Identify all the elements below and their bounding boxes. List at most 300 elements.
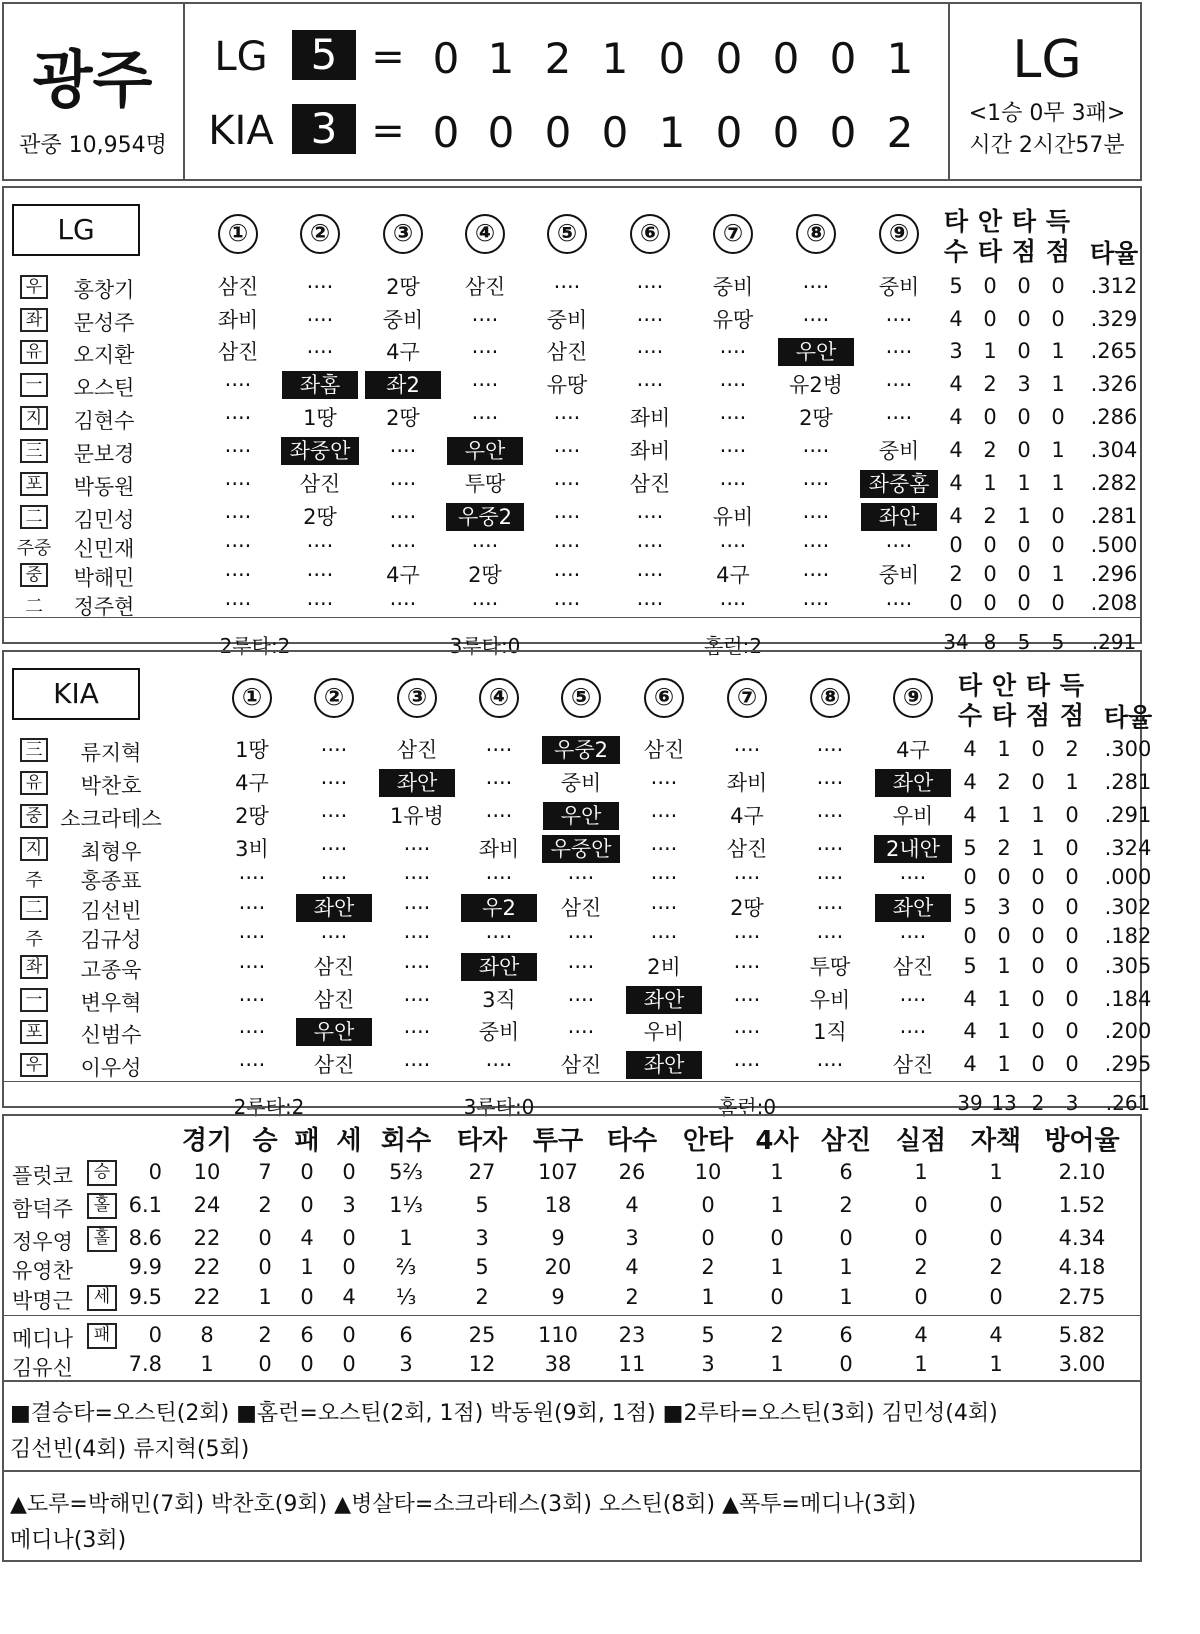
player-stat: 0 [1051, 591, 1065, 615]
pitcher-stat: 2 [258, 1323, 272, 1347]
player-stat: 1 [1051, 438, 1065, 462]
position-badge: 중 [20, 563, 48, 587]
hit-result-highlight: 좌안 [875, 769, 951, 797]
player-stat: 0 [1065, 987, 1079, 1011]
at-bat-result: 우비 [892, 804, 934, 828]
at-bat-result: 중비 [478, 1020, 520, 1044]
at-bat-result: ···· [306, 563, 334, 587]
at-bat-result: ···· [553, 534, 581, 558]
pitcher-stat: 0 [342, 1352, 356, 1376]
team-total: 13 [991, 1091, 1017, 1115]
team-total: 39 [957, 1091, 983, 1115]
at-bat-result: 중비 [546, 308, 588, 332]
pitcher-stat: 22 [193, 1285, 221, 1309]
at-bat-result: ···· [471, 534, 499, 558]
at-bat-result: ···· [802, 592, 830, 616]
at-bat-result: ···· [636, 340, 664, 364]
pitcher-stat: 38 [544, 1352, 572, 1376]
hit-result-highlight: 우중안 [542, 835, 620, 863]
player-stat: 0 [997, 865, 1011, 889]
stat-header: 타 [977, 237, 1003, 266]
pitcher-stat: 3 [475, 1226, 489, 1250]
at-bat-result: ···· [485, 804, 513, 828]
pitcher-team-ratio: 9.5 [128, 1285, 162, 1309]
team-batting-avg: .291 [1091, 630, 1137, 654]
at-bat-result: 좌비 [629, 406, 671, 430]
pitcher-stat: 2 [839, 1193, 853, 1217]
at-bat-result: ···· [733, 738, 761, 762]
at-bat-result: 삼진 [299, 472, 341, 496]
summary-homers: 홈런:0 [717, 1095, 777, 1119]
at-bat-result: 4구 [896, 738, 930, 762]
pitcher-stat: 0 [914, 1285, 928, 1309]
position-badge: 포 [20, 472, 48, 496]
pitcher-stat: 3 [625, 1226, 639, 1250]
player-stat: 0 [1017, 438, 1031, 462]
player-stat: 2 [949, 562, 963, 586]
at-bat-result: ···· [816, 771, 844, 795]
pitcher-stat: 3 [701, 1352, 715, 1376]
at-bat-result: ···· [899, 925, 927, 949]
pitcher-stat: 18 [544, 1193, 572, 1217]
at-bat-result: ···· [320, 738, 348, 762]
pitcher-stat: 22 [193, 1255, 221, 1279]
pitcher-stat: 0 [258, 1255, 272, 1279]
pitcher-stat: 0 [914, 1226, 928, 1250]
position-badge: 一 [20, 373, 48, 397]
at-bat-result: ···· [403, 866, 431, 890]
player-stat: 0 [1017, 405, 1031, 429]
at-bat-result: ···· [733, 988, 761, 1012]
player-name: 김현수 [73, 409, 135, 433]
at-bat-result: ···· [224, 534, 252, 558]
player-stat: 2 [997, 770, 1011, 794]
pitcher-stat: 0 [914, 1193, 928, 1217]
game-notes-line-2: 김선빈(4회) 류지혁(5회) [10, 1437, 250, 1462]
pitcher-stat: 3.00 [1058, 1352, 1106, 1376]
pitching-header: 4사 [755, 1126, 799, 1156]
pitcher-stat: 5⅔ [389, 1160, 423, 1184]
position-label: 주 [25, 929, 43, 950]
player-stat: 4 [949, 372, 963, 396]
pitcher-stat: 4.18 [1058, 1255, 1106, 1279]
player-stat: 1 [997, 803, 1011, 827]
pitcher-stat: 6 [300, 1323, 314, 1347]
at-bat-result: 4구 [386, 340, 420, 364]
player-name: 오스틴 [73, 376, 135, 400]
at-bat-result: ···· [816, 896, 844, 920]
linescore-inning-runs: 0 [544, 108, 572, 157]
hit-result-highlight: 우안 [447, 437, 523, 465]
player-stat: 0 [1065, 895, 1079, 919]
at-bat-result: ···· [816, 738, 844, 762]
position-badge: 三 [20, 738, 48, 762]
player-stat: 1 [1051, 562, 1065, 586]
player-stat: 0 [1031, 770, 1045, 794]
at-bat-result: ···· [553, 406, 581, 430]
team-batting-avg: .261 [1105, 1091, 1151, 1115]
pitcher-stat: 2 [701, 1255, 715, 1279]
pitcher-stat: 0 [300, 1160, 314, 1184]
player-stat: 3 [997, 895, 1011, 919]
at-bat-result: ···· [238, 896, 266, 920]
pitcher-stat: 4 [342, 1285, 356, 1309]
at-bat-result: ···· [306, 308, 334, 332]
position-badge: 좌 [20, 955, 48, 979]
at-bat-result: ···· [403, 955, 431, 979]
position-badge: 二 [20, 896, 48, 920]
player-name: 이우성 [80, 1056, 142, 1080]
at-bat-result: ···· [567, 955, 595, 979]
pitcher-stat: 26 [618, 1160, 646, 1184]
hit-result-highlight: 좌안 [626, 986, 702, 1014]
hit-result-highlight: 우안 [543, 802, 619, 830]
at-bat-result: ···· [650, 866, 678, 890]
player-stat: 2 [983, 438, 997, 462]
player-name: 김민성 [73, 508, 135, 532]
pitcher-stat: 4.34 [1058, 1226, 1106, 1250]
player-name: 박동원 [73, 475, 135, 499]
at-bat-result: ···· [650, 804, 678, 828]
player-stat: 4 [963, 1052, 977, 1076]
inning-number-badge: ⑤ [547, 214, 587, 254]
pitcher-stat: ⅔ [395, 1255, 417, 1279]
at-bat-result: ···· [567, 925, 595, 949]
linescore-inning-runs: 0 [772, 108, 800, 157]
player-stat: 1 [983, 339, 997, 363]
at-bat-result: ···· [733, 1053, 761, 1077]
pitcher-stat: 0 [342, 1160, 356, 1184]
at-bat-result: 4구 [716, 563, 750, 587]
pitcher-stat: 1.52 [1058, 1193, 1106, 1217]
at-bat-result: 1유병 [390, 804, 444, 828]
hit-result-highlight: 좌안 [461, 953, 537, 981]
pitcher-stat: 2.75 [1058, 1285, 1106, 1309]
at-bat-result: 삼진 [560, 1053, 602, 1077]
player-batting-avg: .281 [1090, 504, 1138, 528]
pitching-team-divider [2, 1315, 1142, 1316]
at-bat-result: ···· [224, 472, 252, 496]
inning-number-badge: ① [232, 678, 272, 718]
stat-header-avg: 타율 [1089, 239, 1139, 268]
at-bat-result: ···· [553, 439, 581, 463]
attendance: 관중 10,954명 [19, 133, 167, 158]
player-name: 홍종표 [80, 869, 142, 893]
player-stat: 0 [1031, 895, 1045, 919]
hit-result-highlight: 좌중안 [281, 437, 359, 465]
pitcher-team-ratio: 0 [148, 1160, 162, 1184]
player-name: 박찬호 [80, 774, 142, 798]
position-badge: 三 [20, 439, 48, 463]
at-bat-result: ···· [650, 896, 678, 920]
pitcher-stat: 6 [839, 1160, 853, 1184]
player-name: 김규성 [80, 928, 142, 952]
at-bat-result: ···· [471, 340, 499, 364]
player-batting-avg: .182 [1104, 924, 1152, 948]
at-bat-result: ···· [802, 439, 830, 463]
pitching-header: 방어율 [1044, 1126, 1120, 1156]
at-bat-result: ···· [389, 472, 417, 496]
player-stat: 4 [963, 737, 977, 761]
player-stat: 1 [1051, 471, 1065, 495]
pitcher-stat: 2 [989, 1255, 1003, 1279]
player-stat: 4 [949, 504, 963, 528]
at-bat-result: ···· [650, 837, 678, 861]
at-bat-result: 좌비 [217, 308, 259, 332]
stat-header: 수 [957, 701, 983, 730]
linescore-inning-runs: 1 [601, 34, 629, 83]
hit-result-highlight: 좌안 [296, 894, 372, 922]
at-bat-result: ···· [719, 592, 747, 616]
pitcher-stat: 4 [914, 1323, 928, 1347]
at-bat-result: 유비 [712, 505, 754, 529]
at-bat-result: ···· [238, 1053, 266, 1077]
game-notes-line-3: ▲도루=박해민(7회) 박찬호(9회) ▲병살타=소크라테스(3회) 오스틴(8회) ▲폭투=메디나(3회) [10, 1492, 917, 1517]
at-bat-result: 우비 [643, 1020, 685, 1044]
stat-header: 타 [957, 671, 983, 700]
at-bat-result: ···· [636, 275, 664, 299]
player-stat: 1 [997, 954, 1011, 978]
player-name: 변우혁 [80, 991, 142, 1015]
player-stat: 4 [949, 471, 963, 495]
player-batting-avg: .305 [1104, 954, 1152, 978]
pitcher-stat: 22 [193, 1226, 221, 1250]
player-stat: 0 [1031, 737, 1045, 761]
linescore-inning-runs: 0 [715, 108, 743, 157]
at-bat-result: 중비 [878, 563, 920, 587]
stat-header: 득 [1045, 207, 1071, 236]
linescore-inning-runs: 0 [432, 34, 460, 83]
pitcher-stat: 1 [770, 1255, 784, 1279]
pitcher-stat: 5 [475, 1193, 489, 1217]
pitcher-stat: 4 [300, 1226, 314, 1250]
player-stat: 0 [983, 274, 997, 298]
at-bat-result: 4구 [386, 563, 420, 587]
stat-header: 타 [943, 207, 969, 236]
pitcher-stat: 0 [258, 1226, 272, 1250]
player-stat: 0 [983, 307, 997, 331]
at-bat-result: ···· [802, 308, 830, 332]
player-stat: 2 [983, 372, 997, 396]
position-badge: 우 [20, 275, 48, 299]
linescore-equals: = [371, 34, 405, 80]
player-stat: 4 [963, 1019, 977, 1043]
player-batting-avg: .200 [1104, 1019, 1152, 1043]
pitcher-name: 정우영 [12, 1230, 73, 1254]
player-stat: 0 [1031, 1019, 1045, 1043]
player-stat: 1 [1051, 372, 1065, 396]
pitcher-stat: 6 [399, 1323, 413, 1347]
player-batting-avg: .324 [1104, 836, 1152, 860]
at-bat-result: 중비 [878, 439, 920, 463]
inning-number-badge: ① [218, 214, 258, 254]
pitcher-stat: 1 [989, 1352, 1003, 1376]
at-bat-result: ···· [403, 837, 431, 861]
at-bat-result: 1땅 [235, 738, 269, 762]
player-stat: 4 [963, 987, 977, 1011]
at-bat-result: ···· [389, 592, 417, 616]
at-bat-result: 2땅 [303, 505, 337, 529]
at-bat-result: ···· [403, 1020, 431, 1044]
at-bat-result: ···· [733, 955, 761, 979]
pitcher-stat: 2 [770, 1323, 784, 1347]
pitcher-stat: 3 [399, 1352, 413, 1376]
pitcher-stat: 110 [537, 1323, 579, 1347]
player-stat: 1 [997, 737, 1011, 761]
pitcher-stat: 0 [989, 1285, 1003, 1309]
at-bat-result: 3직 [482, 988, 516, 1012]
player-batting-avg: .282 [1090, 471, 1138, 495]
player-stat: 4 [949, 307, 963, 331]
player-stat: 0 [949, 591, 963, 615]
at-bat-result: ···· [306, 592, 334, 616]
inning-number-badge: ② [300, 214, 340, 254]
summary-triples: 3루타:0 [463, 1095, 535, 1119]
summary-doubles: 2루타:2 [219, 634, 291, 658]
player-stat: 1 [997, 1052, 1011, 1076]
player-stat: 0 [1065, 803, 1079, 827]
linescore-inning-runs: 1 [886, 34, 914, 83]
hit-result-highlight: 좌중홈 [860, 470, 938, 498]
player-stat: 0 [983, 405, 997, 429]
player-name: 고종욱 [80, 958, 142, 982]
pitcher-stat: 20 [544, 1255, 572, 1279]
linescore-team-name: LG [214, 34, 268, 80]
player-stat: 0 [1051, 504, 1065, 528]
pitcher-stat: 4 [989, 1323, 1003, 1347]
player-name: 홍창기 [73, 278, 135, 302]
player-stat: 0 [1031, 1052, 1045, 1076]
kia-team-label: KIA [12, 668, 140, 720]
pitcher-stat: 1 [300, 1255, 314, 1279]
pitcher-stat: 12 [468, 1352, 496, 1376]
pitcher-stat: 107 [537, 1160, 579, 1184]
pitcher-stat: 2 [475, 1285, 489, 1309]
at-bat-result: 삼진 [726, 837, 768, 861]
pitcher-stat: 1 [399, 1226, 413, 1250]
pitcher-team-ratio: 8.6 [128, 1226, 162, 1250]
at-bat-result: 삼진 [629, 472, 671, 496]
at-bat-result: ···· [403, 1053, 431, 1077]
at-bat-result: ···· [224, 563, 252, 587]
linescore-inning-runs: 0 [432, 108, 460, 157]
inning-number-badge: ⑧ [810, 678, 850, 718]
pitcher-stat: 8 [200, 1323, 214, 1347]
linescore-total-score: 5 [292, 30, 356, 80]
pitcher-stat: 0 [989, 1193, 1003, 1217]
pitching-header: 타수 [606, 1126, 658, 1156]
at-bat-result: ···· [389, 534, 417, 558]
position-label: 주 [25, 870, 43, 891]
at-bat-result: 삼진 [217, 275, 259, 299]
team-total: 34 [943, 630, 969, 654]
summary-doubles: 2루타:2 [233, 1095, 305, 1119]
player-stat: 0 [1017, 591, 1031, 615]
linescore-inning-runs: 0 [829, 34, 857, 83]
hit-result-highlight: 우중2 [542, 736, 620, 764]
pitcher-stat: 0 [770, 1226, 784, 1250]
inning-number-badge: ④ [465, 214, 505, 254]
linescore-inning-runs: 0 [487, 108, 515, 157]
player-name: 박해민 [73, 566, 135, 590]
pitcher-stat: 1 [258, 1285, 272, 1309]
at-bat-result: ···· [471, 406, 499, 430]
inning-number-badge: ④ [479, 678, 519, 718]
at-bat-result: 중비 [560, 771, 602, 795]
player-stat: 0 [1031, 954, 1045, 978]
player-stat: 0 [949, 533, 963, 557]
stat-header: 안 [991, 671, 1017, 700]
player-stat: 0 [1031, 987, 1045, 1011]
player-batting-avg: .184 [1104, 987, 1152, 1011]
hit-result-highlight: 2내안 [874, 835, 952, 863]
hit-result-highlight: 좌2 [365, 371, 441, 399]
pitching-header: 패 [294, 1126, 320, 1156]
pitching-header: 경기 [181, 1126, 233, 1156]
inning-number-badge: ⑥ [630, 214, 670, 254]
player-batting-avg: .300 [1104, 737, 1152, 761]
summary-triples: 3루타:0 [449, 634, 521, 658]
hit-result-highlight: 우중2 [446, 503, 524, 531]
pitcher-team-ratio: 0 [148, 1323, 162, 1347]
inning-number-badge: ⑥ [644, 678, 684, 718]
decision-badge: 승 [87, 1160, 117, 1186]
at-bat-result: ···· [320, 804, 348, 828]
at-bat-result: ···· [485, 866, 513, 890]
header-divider-left [183, 2, 185, 180]
pitcher-stat: 0 [300, 1285, 314, 1309]
pitcher-stat: 11 [618, 1352, 646, 1376]
player-stat: 1 [1065, 770, 1079, 794]
position-badge: 지 [20, 406, 48, 430]
at-bat-result: ···· [899, 1020, 927, 1044]
player-batting-avg: .286 [1090, 405, 1138, 429]
decision-badge: 홀 [87, 1226, 117, 1252]
linescore-inning-runs: 0 [829, 108, 857, 157]
hit-result-highlight: 좌홈 [282, 371, 358, 399]
at-bat-result: ···· [636, 373, 664, 397]
at-bat-result: 삼진 [892, 955, 934, 979]
player-stat: 5 [963, 836, 977, 860]
pitcher-stat: 1 [200, 1352, 214, 1376]
at-bat-result: ···· [224, 505, 252, 529]
pitcher-stat: 1 [914, 1160, 928, 1184]
player-stat: 0 [1065, 1052, 1079, 1076]
pitcher-stat: 2 [625, 1285, 639, 1309]
player-stat: 0 [1031, 924, 1045, 948]
player-batting-avg: .291 [1104, 803, 1152, 827]
player-stat: 0 [1051, 274, 1065, 298]
pitching-header: 세 [336, 1126, 362, 1156]
position-label: 二 [25, 596, 43, 617]
player-stat: 1 [997, 987, 1011, 1011]
at-bat-result: ···· [719, 439, 747, 463]
at-bat-result: ···· [719, 373, 747, 397]
at-bat-result: ···· [885, 406, 913, 430]
player-stat: 1 [1017, 504, 1031, 528]
pitcher-stat: 5.82 [1058, 1323, 1106, 1347]
position-badge: 유 [20, 340, 48, 364]
position-badge: 우 [20, 1053, 48, 1077]
hit-result-highlight: 우안 [778, 338, 854, 366]
pitcher-stat: 1⅓ [389, 1193, 423, 1217]
player-name: 신민재 [73, 537, 135, 561]
player-batting-avg: .000 [1104, 865, 1152, 889]
player-batting-avg: .265 [1090, 339, 1138, 363]
pitcher-stat: 4 [625, 1193, 639, 1217]
at-bat-result: ···· [320, 771, 348, 795]
pitcher-stat: 2 [914, 1255, 928, 1279]
